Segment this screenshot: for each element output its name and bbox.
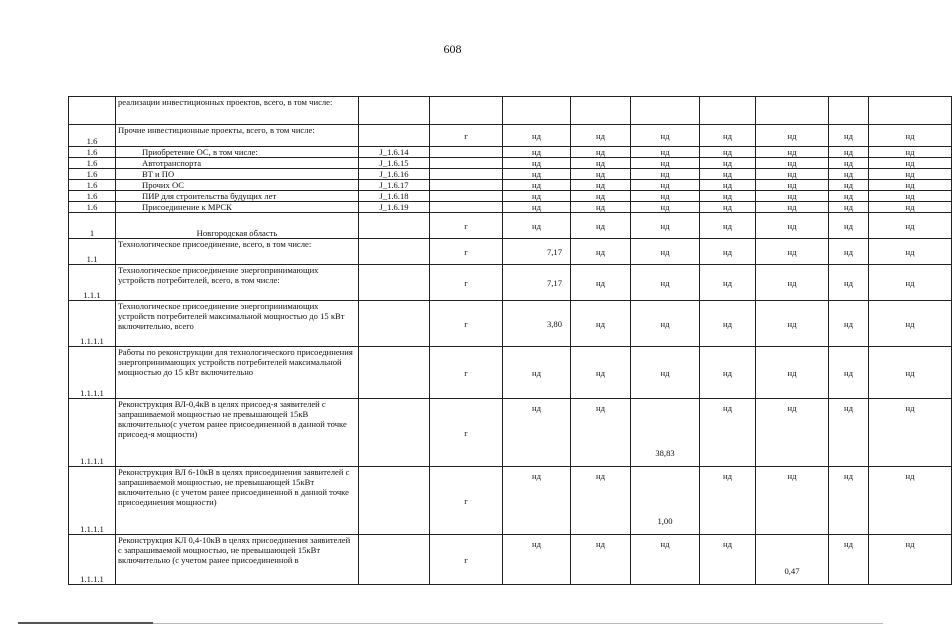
value-cell: нд: [756, 180, 829, 191]
row-code: J_1.6.15: [359, 158, 430, 169]
value-cell: нд: [700, 265, 756, 301]
value-cell: нд: [869, 301, 952, 347]
row-unit: [430, 169, 503, 180]
row-number: 1.1: [69, 239, 116, 265]
row-code: [359, 125, 430, 147]
value-cell: нд: [829, 347, 869, 399]
value-cell: нд: [756, 125, 829, 147]
value-cell: нд: [631, 191, 700, 202]
value-cell: нд: [631, 202, 700, 213]
row-name: Присоединение к МРСК: [116, 202, 359, 213]
row-unit: [430, 202, 503, 213]
value-cell: нд: [829, 191, 869, 202]
value-cell: нд: [869, 147, 952, 158]
value-cell: нд: [700, 125, 756, 147]
value-cell: нд: [631, 239, 700, 265]
investment-table: [68, 96, 952, 585]
value-cell: нд: [503, 191, 571, 202]
table-row: [69, 239, 952, 265]
row-name: Реконструкция ВЛ 6-10кВ в целях присоединения заявителей с запрашиваемой мощностью, не превышающей 15кВт включительно (с учетом ранее присоединенной в данной точке присоединения мощности): [116, 467, 359, 535]
value-cell: нд: [869, 265, 952, 301]
value-cell: нд: [700, 301, 756, 347]
value-cell: нд: [631, 213, 700, 239]
value-cell: нд: [503, 125, 571, 147]
table-row: [69, 180, 952, 191]
row-unit: г: [430, 467, 503, 535]
value-cell: нд: [700, 202, 756, 213]
value-cell: нд: [869, 535, 952, 585]
table-row: [69, 97, 952, 125]
value-cell: нд: [571, 191, 631, 202]
row-number: 1.1.1.1: [69, 399, 116, 467]
value-cell: нд: [700, 347, 756, 399]
value-cell: нд: [756, 202, 829, 213]
row-name: Реконструкция ВЛ-0,4кВ в целях присоед-я заявителей с запрашиваемой мощностью не превышающей 15кВ включительно(с учетом ранее присоединенной в данной точке присоед-я мощности): [116, 399, 359, 467]
table-row: [69, 347, 952, 399]
row-name: Работы по реконструкции для технологического присоединения энергопринимающих устройств потребителей максимальной мощностью до 15 кВт включительно: [116, 347, 359, 399]
row-code: [359, 97, 430, 125]
value-cell: нд: [503, 158, 571, 169]
row-name: Автотранспорта: [116, 158, 359, 169]
row-number: 1.1.1.1: [69, 301, 116, 347]
value-cell: нд: [700, 180, 756, 191]
value-cell: нд: [829, 202, 869, 213]
row-name: Технологическое присоединение, всего, в том числе:: [116, 239, 359, 265]
value-cell: нд: [829, 125, 869, 147]
value-cell: нд: [756, 213, 829, 239]
value-cell: нд: [571, 180, 631, 191]
row-code: [359, 301, 430, 347]
table-row: [69, 213, 952, 239]
value-cell: нд: [631, 180, 700, 191]
row-name: ПИР для строительства будущих лет: [116, 191, 359, 202]
value-cell: нд: [700, 399, 756, 467]
value-cell: 7,17: [503, 265, 571, 301]
row-name: ВТ и ПО: [116, 169, 359, 180]
value-cell: нд: [503, 535, 571, 585]
value-cell: нд: [631, 301, 700, 347]
footer-rule: [18, 622, 153, 624]
value-cell: нд: [869, 399, 952, 467]
value-cell: нд: [829, 301, 869, 347]
value-cell: нд: [631, 265, 700, 301]
value-cell: нд: [869, 202, 952, 213]
value-cell: нд: [869, 467, 952, 535]
row-code: [359, 239, 430, 265]
table-row: [69, 202, 952, 213]
value-cell: нд: [631, 347, 700, 399]
row-unit: г: [430, 535, 503, 585]
row-unit: [430, 97, 503, 125]
row-code: [359, 535, 430, 585]
table-row: [69, 169, 952, 180]
row-number: 1.6: [69, 158, 116, 169]
value-cell: [503, 97, 571, 125]
value-cell: нд: [700, 213, 756, 239]
row-number: 1.6: [69, 191, 116, 202]
value-cell: нд: [700, 147, 756, 158]
table-row: [69, 158, 952, 169]
row-number: 1.6: [69, 169, 116, 180]
row-code: J_1.6.17: [359, 180, 430, 191]
value-cell: нд: [631, 158, 700, 169]
value-cell: нд: [700, 535, 756, 585]
value-cell: нд: [829, 399, 869, 467]
table-row: [69, 535, 952, 585]
row-unit: г: [430, 125, 503, 147]
value-cell: нд: [631, 147, 700, 158]
value-cell: нд: [700, 467, 756, 535]
value-cell: нд: [571, 158, 631, 169]
value-cell: нд: [700, 169, 756, 180]
value-cell: нд: [756, 399, 829, 467]
value-cell: нд: [571, 125, 631, 147]
value-cell: нд: [503, 147, 571, 158]
value-cell: нд: [756, 158, 829, 169]
row-number: 1.1.1.1: [69, 347, 116, 399]
value-cell: нд: [829, 169, 869, 180]
row-name: Технологическое присоединение энергопринимающих устройств потребителей, всего, в том числе:: [116, 265, 359, 301]
value-cell: нд: [756, 265, 829, 301]
value-cell: нд: [869, 191, 952, 202]
value-cell: нд: [631, 535, 700, 585]
row-number: 1.1.1.1: [69, 535, 116, 585]
table-row: [69, 399, 952, 467]
value-cell: нд: [503, 467, 571, 535]
row-unit: г: [430, 239, 503, 265]
value-cell: нд: [571, 202, 631, 213]
value-cell: 38,83: [631, 399, 700, 467]
row-unit: [430, 191, 503, 202]
value-cell: нд: [869, 239, 952, 265]
value-cell: нд: [829, 265, 869, 301]
value-cell: [869, 97, 952, 125]
row-unit: г: [430, 265, 503, 301]
value-cell: нд: [571, 467, 631, 535]
row-unit: г: [430, 301, 503, 347]
value-cell: нд: [571, 347, 631, 399]
row-name: Приобретение ОС, в том числе:: [116, 147, 359, 158]
row-number: 1.1.1.1: [69, 467, 116, 535]
row-name: Технологическое присоединение энергопринимающих устройств потребителей максимальной мощностью до 15 кВт включительно, всего: [116, 301, 359, 347]
value-cell: [829, 97, 869, 125]
row-name: Реконструкция КЛ 0,4-10кВ в целях присоединения заявителей с запрашиваемой мощностью, не превышающей 15кВт включительно (с учетом ранее присоединенной в: [116, 535, 359, 585]
value-cell: нд: [700, 158, 756, 169]
table-row: [69, 191, 952, 202]
row-unit: г: [430, 213, 503, 239]
table-row: [69, 125, 952, 147]
value-cell: 7,17: [503, 239, 571, 265]
row-name: Новгородская область: [116, 213, 359, 239]
value-cell: нд: [503, 399, 571, 467]
page-number: 608: [443, 42, 462, 56]
row-code: J_1.6.18: [359, 191, 430, 202]
row-code: J_1.6.19: [359, 202, 430, 213]
value-cell: нд: [571, 239, 631, 265]
value-cell: нд: [571, 147, 631, 158]
value-cell: нд: [829, 467, 869, 535]
value-cell: нд: [571, 301, 631, 347]
value-cell: нд: [869, 158, 952, 169]
row-unit: [430, 147, 503, 158]
row-number: 1.6: [69, 202, 116, 213]
row-unit: [430, 158, 503, 169]
row-unit: г: [430, 399, 503, 467]
value-cell: 0,47: [756, 535, 829, 585]
row-number: [69, 97, 116, 125]
value-cell: нд: [829, 213, 869, 239]
value-cell: нд: [756, 239, 829, 265]
row-code: J_1.6.14: [359, 147, 430, 158]
row-name: реализации инвестиционных проектов, всего, в том числе:: [116, 97, 359, 125]
value-cell: нд: [869, 169, 952, 180]
value-cell: нд: [829, 535, 869, 585]
row-number: 1: [69, 213, 116, 239]
value-cell: нд: [756, 191, 829, 202]
row-number: 1.1.1: [69, 265, 116, 301]
value-cell: нд: [503, 180, 571, 191]
row-number: 1.6: [69, 125, 116, 147]
value-cell: нд: [869, 180, 952, 191]
value-cell: 1,00: [631, 467, 700, 535]
value-cell: нд: [700, 239, 756, 265]
row-unit: [430, 180, 503, 191]
value-cell: нд: [503, 213, 571, 239]
value-cell: [631, 97, 700, 125]
row-code: [359, 399, 430, 467]
value-cell: нд: [503, 169, 571, 180]
value-cell: нд: [829, 180, 869, 191]
row-code: [359, 265, 430, 301]
row-name: Прочие инвестиционные проекты, всего, в том числе:: [116, 125, 359, 147]
value-cell: нд: [571, 399, 631, 467]
value-cell: нд: [756, 347, 829, 399]
row-number: 1.6: [69, 180, 116, 191]
value-cell: нд: [571, 265, 631, 301]
row-code: J_1.6.16: [359, 169, 430, 180]
value-cell: нд: [756, 147, 829, 158]
row-unit: г: [430, 347, 503, 399]
value-cell: нд: [503, 202, 571, 213]
value-cell: нд: [631, 125, 700, 147]
value-cell: нд: [756, 301, 829, 347]
value-cell: [756, 97, 829, 125]
value-cell: нд: [829, 158, 869, 169]
footer-rule-light: [153, 623, 883, 624]
table-row: [69, 301, 952, 347]
row-code: [359, 347, 430, 399]
value-cell: нд: [869, 347, 952, 399]
value-cell: нд: [571, 535, 631, 585]
row-code: [359, 467, 430, 535]
value-cell: нд: [829, 147, 869, 158]
table-row: [69, 147, 952, 158]
row-number: 1.6: [69, 147, 116, 158]
table-row: [69, 265, 952, 301]
value-cell: нд: [756, 467, 829, 535]
row-name: Прочих ОС: [116, 180, 359, 191]
value-cell: нд: [503, 347, 571, 399]
value-cell: нд: [700, 191, 756, 202]
value-cell: нд: [756, 169, 829, 180]
value-cell: нд: [571, 213, 631, 239]
value-cell: нд: [869, 213, 952, 239]
value-cell: нд: [631, 169, 700, 180]
value-cell: [571, 97, 631, 125]
value-cell: нд: [829, 239, 869, 265]
table-row: [69, 467, 952, 535]
value-cell: нд: [869, 125, 952, 147]
value-cell: [700, 97, 756, 125]
value-cell: нд: [571, 169, 631, 180]
value-cell: 3,80: [503, 301, 571, 347]
row-code: [359, 213, 430, 239]
